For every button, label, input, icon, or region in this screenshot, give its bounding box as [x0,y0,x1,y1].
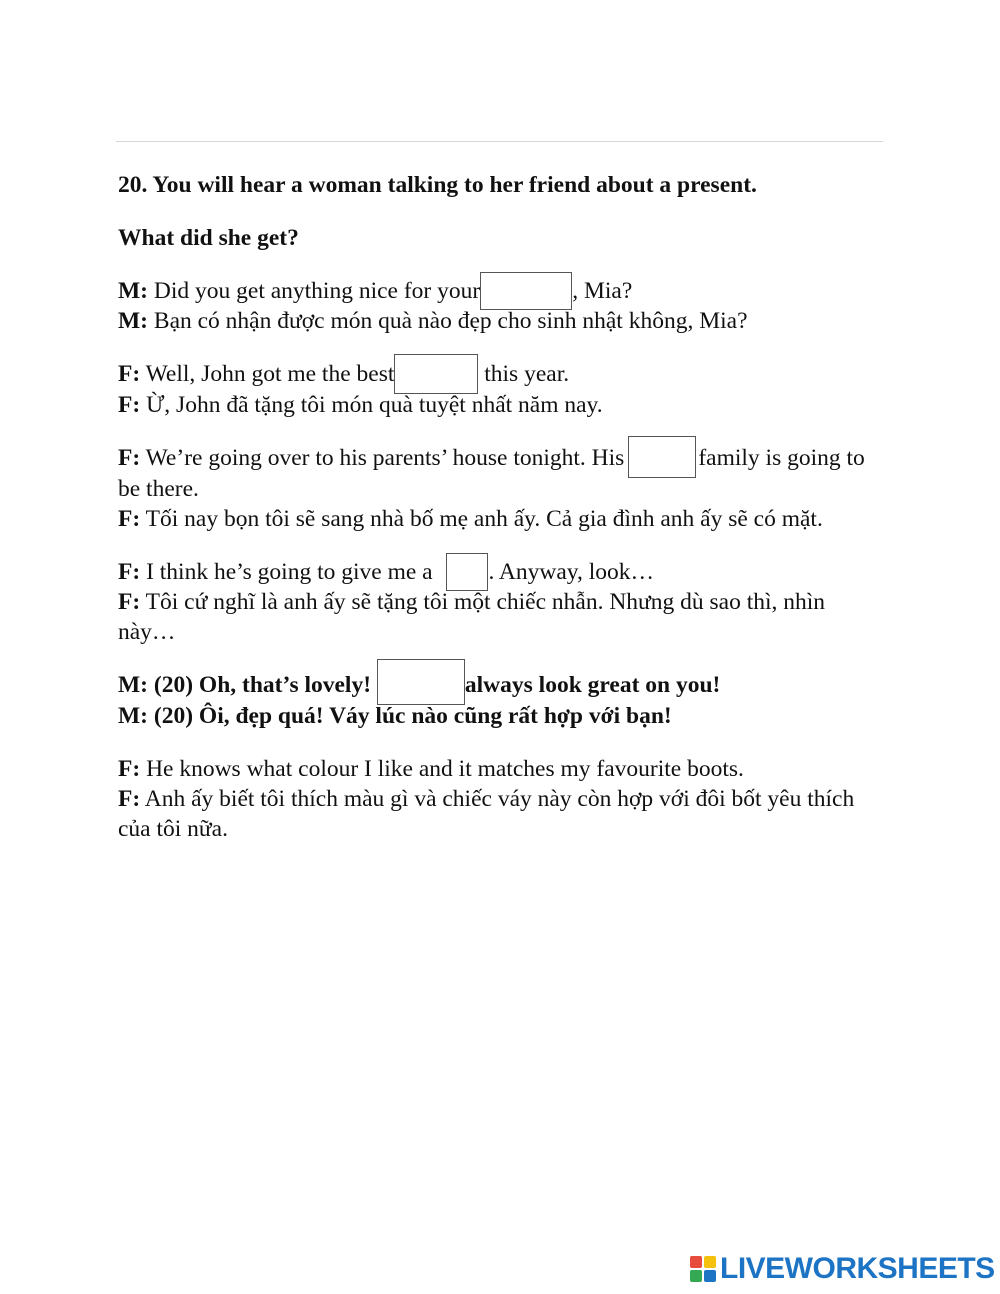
english-line [118,276,888,306]
english-line [118,359,888,390]
answer-blank-5[interactable] [377,659,465,705]
speaker-label: F: [118,444,141,471]
vietnamese-line [118,504,888,534]
english-line [118,557,888,587]
vietnamese-line [118,306,888,336]
line-text: He knows what colour I like and it matches my favourite boots. [140,755,744,782]
speaker-label: F: [118,361,141,387]
liveworksheets-logo-icon [690,1256,716,1282]
logo-wordmark: LIVEWORKSHEETS [720,1252,995,1285]
speaker-label: F: [118,559,141,586]
line-text: Ừ, John đã tặng tôi món quà tuyệt nhất năm nay. [140,391,603,418]
line-text: Tôi cứ nghĩ là anh ấy sẽ tặng tôi một chiếc nhẫn. Nhưng dù sao thì, nhìn này… [118,589,826,646]
line-text: Anh ấy biết tôi thích màu gì và chiếc váy này còn hợp với đôi bốt yêu thích của tôi nữa. [118,785,855,842]
dialogue-block [118,443,888,535]
worksheet [118,170,888,867]
speaker-label: M: [118,672,149,699]
dialogue-block [118,276,888,336]
line-text: this year. [478,361,570,387]
speaker-label: F: [118,506,141,533]
english-line [118,754,888,784]
speaker-label: F: [118,785,141,812]
speaker-label: M: [118,308,149,334]
line-text: family is going to be there. [118,444,865,503]
dialogue-block [118,754,888,844]
line-text: Bạn có nhận được món quà nào đẹp cho sinh nhật không, Mia? [148,308,748,334]
line-text: Tối nay bọn tôi sẽ sang nhà bố mẹ anh ấy. Cả gia đình anh ấy sẽ có mặt. [140,506,823,533]
speaker-label: F: [118,391,141,418]
line-text: (20) Ôi, đẹp quá! Váy lúc nào cũng rất hợp với bạn! [148,702,672,729]
answer-blank-4[interactable] [446,553,488,591]
line-text: I think he’s going to give me a [140,559,439,586]
speaker-label: F: [118,755,141,782]
answer-blank-3[interactable] [628,436,696,478]
vietnamese-line [118,784,888,844]
line-text: Did you get anything nice for your [148,278,481,304]
line-text: Well, John got me the best [140,361,395,387]
liveworksheets-logo[interactable] [690,1252,995,1286]
answer-blank-2[interactable] [394,354,478,394]
line-text: . Anyway, look… [488,559,655,586]
vietnamese-line [118,390,888,420]
question-title: 20. You will hear a woman talking to her friend about a present. [118,172,757,198]
line-text: (20) Oh, that’s lovely! [148,672,377,699]
answer-blank-1[interactable] [480,272,572,310]
question-prompt: What did she get? [118,225,299,251]
line-text: We’re going over to his parents’ house tonight. His [140,444,625,471]
line-text: always look great on you! [464,672,721,699]
speaker-label: M: [118,702,149,729]
english-line [118,443,888,505]
speaker-label: M: [118,278,149,304]
dialogue-block [118,557,888,647]
vietnamese-line [118,587,888,647]
dialogue-block [118,359,888,420]
english-line [118,670,888,701]
speaker-label: F: [118,589,141,616]
top-divider [116,141,883,142]
dialogue-block-answer [118,670,888,731]
line-text: , Mia? [572,278,633,304]
vietnamese-line [118,701,888,731]
